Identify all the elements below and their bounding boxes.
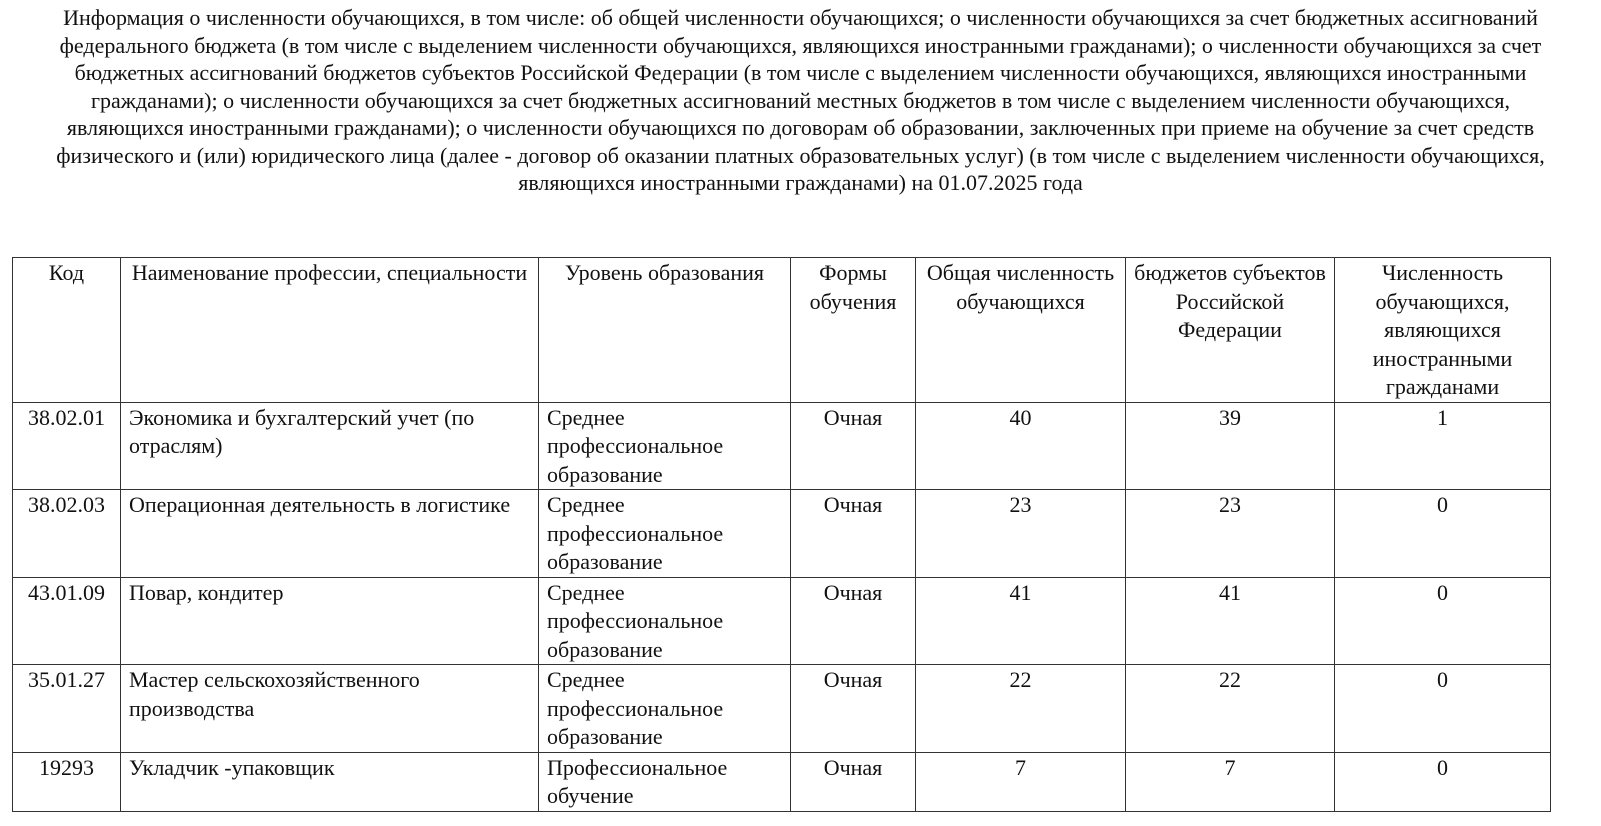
- cell-total: 41: [916, 577, 1126, 665]
- cell-code: 38.02.01: [13, 402, 121, 490]
- students-table: [12, 257, 1551, 812]
- table-header-row: [13, 258, 1551, 403]
- cell-foreign: 0: [1335, 490, 1551, 578]
- cell-total: 7: [916, 752, 1126, 811]
- cell-form: Очная: [791, 402, 916, 490]
- header-regional: бюджетов субъектов Российской Федерации: [1126, 258, 1335, 403]
- cell-code: 19293: [13, 752, 121, 811]
- cell-total: 22: [916, 665, 1126, 753]
- cell-name: Мастер сельскохозяйственного производства: [121, 665, 539, 753]
- header-code: Код: [13, 258, 121, 403]
- header-form: Формы обучения: [791, 258, 916, 403]
- table-row: [13, 577, 1551, 665]
- cell-total: 23: [916, 490, 1126, 578]
- cell-level: Среднее профессиональное образование: [539, 490, 791, 578]
- table-row: [13, 752, 1551, 811]
- cell-regional: 22: [1126, 665, 1335, 753]
- cell-code: 43.01.09: [13, 577, 121, 665]
- cell-name: Укладчик -упаковщик: [121, 752, 539, 811]
- cell-name: Экономика и бухгалтерский учет (по отраслям): [121, 402, 539, 490]
- cell-form: Очная: [791, 490, 916, 578]
- cell-form: Очная: [791, 752, 916, 811]
- header-name: Наименование профессии, специальности: [121, 258, 539, 403]
- table-row: [13, 665, 1551, 753]
- table-row: [13, 490, 1551, 578]
- cell-level: Среднее профессиональное образование: [539, 402, 791, 490]
- cell-regional: 23: [1126, 490, 1335, 578]
- cell-form: Очная: [791, 665, 916, 753]
- cell-foreign: 1: [1335, 402, 1551, 490]
- cell-regional: 39: [1126, 402, 1335, 490]
- cell-regional: 41: [1126, 577, 1335, 665]
- cell-foreign: 0: [1335, 577, 1551, 665]
- cell-level: Среднее профессиональное образование: [539, 665, 791, 753]
- cell-level: Профессиональное обучение: [539, 752, 791, 811]
- cell-regional: 7: [1126, 752, 1335, 811]
- cell-level: Среднее профессиональное образование: [539, 577, 791, 665]
- cell-foreign: 0: [1335, 665, 1551, 753]
- cell-code: 38.02.03: [13, 490, 121, 578]
- cell-total: 40: [916, 402, 1126, 490]
- page-heading: Информация о численности обучающихся, в том числе: об общей численности обучающихся; о численности обучающихся за счет бюджетных ассигнований федерального бюджета (в том числе с выделением численности обучающихся, являющихся иностранными гражданами); о численности обучающихся за счет бюджетных ассигнований бюджетов субъектов Российской Федерации (в том числе с выделением численности обучающихся, являющихся иностранными гражданами); о численности обучающихся за счет бюджетных ассигнований местных бюджетов в том числе с выделением численности обучающихся, являющихся иностранными гражданами); о численности обучающихся по договорам об образовании, заключенных при приеме на обучение за счет средств физического и (или) юридического лица (далее - договор об оказании платных образовательных услуг) (в том числе с выделением численности обучающихся, являющихся иностранными гражданами) на 01.07.2025 года: [56, 5, 1545, 195]
- cell-name: Повар, кондитер: [121, 577, 539, 665]
- cell-name: Операционная деятельность в логистике: [121, 490, 539, 578]
- header-foreign: Численность обучающихся, являющихся иностранными гражданами: [1335, 258, 1551, 403]
- cell-foreign: 0: [1335, 752, 1551, 811]
- cell-form: Очная: [791, 577, 916, 665]
- cell-code: 35.01.27: [13, 665, 121, 753]
- header-level: Уровень образования: [539, 258, 791, 403]
- table-row: [13, 402, 1551, 490]
- header-total: Общая численность обучающихся: [916, 258, 1126, 403]
